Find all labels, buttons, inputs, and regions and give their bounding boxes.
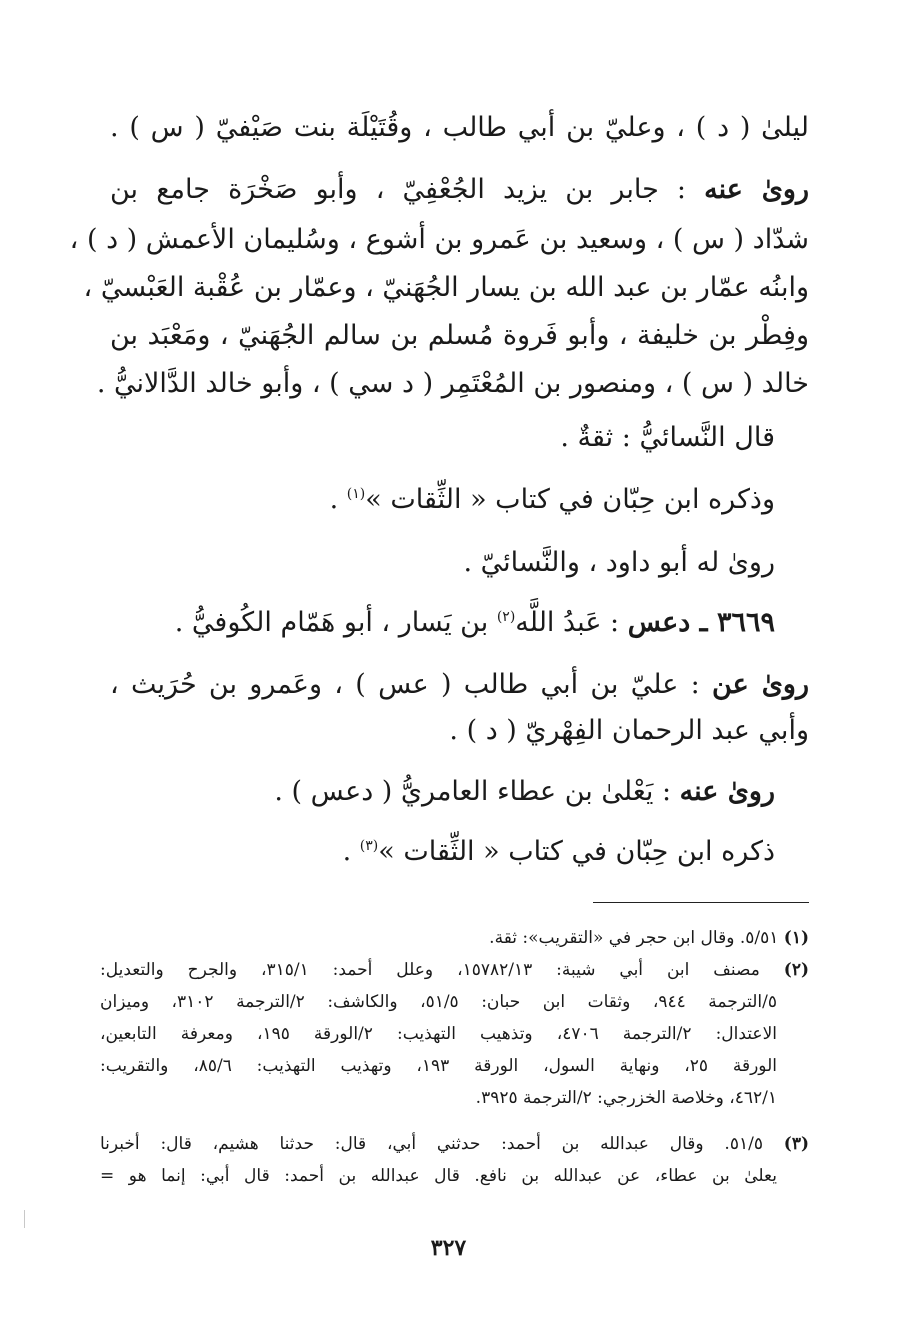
footnote-2-number: (٢) [783, 960, 809, 980]
text-line-9 [463, 543, 775, 583]
footnote-separator [593, 902, 809, 903]
footnote-3-line-1 [100, 1130, 809, 1158]
text-line-3-content: شدّاد ( س ) ، وسعيد بن عَمرو بن أشوع ، وسُليمان الأعمش ( د ) ، [69, 224, 809, 255]
text-line-11-content: : عليّ بن أبي طالب ( عس ) ، وعَمرو بن حُرَيث ، [110, 669, 713, 700]
text-line-12 [110, 711, 809, 751]
text-line-13 [274, 772, 775, 812]
footnote-3-text-2: يعلىٰ بن عطاء، عن عبدالله بن نافع. قال عبدالله بن أحمد: قال أبي: إنما هو = [100, 1166, 777, 1186]
text-line-4-content: وابنُه عمّار بن عبد الله بن يسار الجُهَنيّ ، وعمّار بن عُقْبة العَبْسيّ ، [83, 272, 809, 303]
footnote-2-line-3 [100, 1020, 777, 1048]
text-line-7 [560, 418, 775, 458]
text-line-1 [110, 108, 809, 148]
text-line-14-end: . [342, 836, 360, 867]
footnote-3-line-2 [100, 1162, 777, 1190]
text-line-8-content: وذكره ابن حِبّان في كتاب « الثِّقات » [365, 484, 775, 515]
footnote-2-text-3: الاعتدال: ٢/الترجمة ٤٧٠٦، وتذهيب التهذيب: ٢/الورقة ١٩٥، ومعرفة التابعين، [100, 1024, 777, 1044]
footnote-2-line-2 [100, 988, 777, 1016]
footnote-3-text-1: ٥١/٥. وقال عبدالله بن أحمد: حدثني أبي، قال: حدثنا هشيم، قال: أخبرنا [100, 1134, 784, 1154]
footnote-3-number: (٣) [783, 1134, 809, 1154]
text-line-7-content: قال النَّسائيُّ : ثقةٌ . [560, 422, 775, 453]
entry-name-rest: بن يَسار ، أبو هَمّام الكُوفيُّ . [174, 607, 497, 638]
footnote-ref-1: (١) [346, 486, 366, 502]
text-line-5 [110, 316, 809, 356]
footnote-2-text-1: مصنف ابن أبي شيبة: ١٥٧٨٢/١٣، وعلل أحمد: ٣١٥/١، والجرح والتعديل: [100, 960, 784, 980]
text-line-1-content: ليلىٰ ( د ) ، وعليّ بن أبي طالب ، وقُتَيْلَة بنت صَيْفيّ ( س ) . [110, 112, 809, 143]
text-line-6 [96, 364, 809, 404]
text-line-8 [330, 480, 775, 520]
entry-number: ٣٦٦٩ ـ دعس [627, 607, 775, 638]
text-line-5-content: وفِطْر بن خليفة ، وأبو فَروة مُسلم بن سالم الجُهَنيّ ، ومَعْبَد بن [110, 320, 809, 351]
footnote-ref-3: (٣) [359, 838, 379, 854]
footnote-2-line-1 [100, 956, 809, 984]
text-line-3 [69, 220, 809, 260]
footnote-2-text-5: ٤٦٢/١، وخلاصة الخزرجي: ٢/الترجمة ٣٩٢٥. [475, 1088, 777, 1108]
text-line-2-content: : جابر بن يزيد الجُعْفِيّ ، وأبو صَخْرَة جامع بن [110, 174, 705, 205]
entry-name: : عَبدُ اللَّه [515, 607, 628, 638]
text-line-11 [110, 665, 809, 705]
text-line-14 [343, 832, 775, 872]
footnote-1-text: ٥/٥١. وقال ابن حجر في «التقريب»: ثقة. [489, 928, 784, 948]
page-number: ٣٢٧ [430, 1235, 467, 1261]
entry-heading [175, 603, 775, 643]
footnote-1-number: (١) [783, 928, 809, 948]
footnote-2-line-4 [100, 1052, 777, 1080]
footnote-2-text-2: ٥/الترجمة ٩٤٤، وثقات ابن حبان: ٥١/٥، والكاشف: ٢/الترجمة ٣١٠٢، وميزان [100, 992, 777, 1012]
rawa-anhu-label: روىٰ عنه [704, 174, 809, 205]
rawa-an-label: روىٰ عن [712, 669, 810, 700]
text-line-8-end: . [329, 484, 347, 515]
margin-mark [24, 1210, 25, 1228]
text-line-2 [110, 170, 809, 210]
text-line-13-content: : يَعْلىٰ بن عطاء العامريُّ ( دعس ) . [274, 776, 680, 807]
text-line-9-content: روىٰ له أبو داود ، والنَّسائيّ . [463, 547, 775, 578]
footnote-ref-2: (٢) [496, 609, 516, 625]
text-line-12-content: وأبي عبد الرحمان الفِهْريّ ( د ) . [449, 715, 809, 746]
text-line-14-content: ذكره ابن حِبّان في كتاب « الثِّقات » [378, 836, 775, 867]
footnote-2-text-4: الورقة ٢٥، ونهاية السول، الورقة ١٩٣، وتهذيب التهذيب: ٨٥/٦، والتقريب: [100, 1056, 777, 1076]
rawa-anhu-label-2: روىٰ عنه [679, 776, 775, 807]
text-line-4 [83, 268, 809, 308]
text-line-6-content: خالد ( س ) ، ومنصور بن المُعْتَمِر ( د سي ) ، وأبو خالد الدَّالانيُّ . [96, 368, 809, 399]
footnote-1 [100, 924, 809, 952]
footnote-2-line-5 [100, 1084, 777, 1112]
